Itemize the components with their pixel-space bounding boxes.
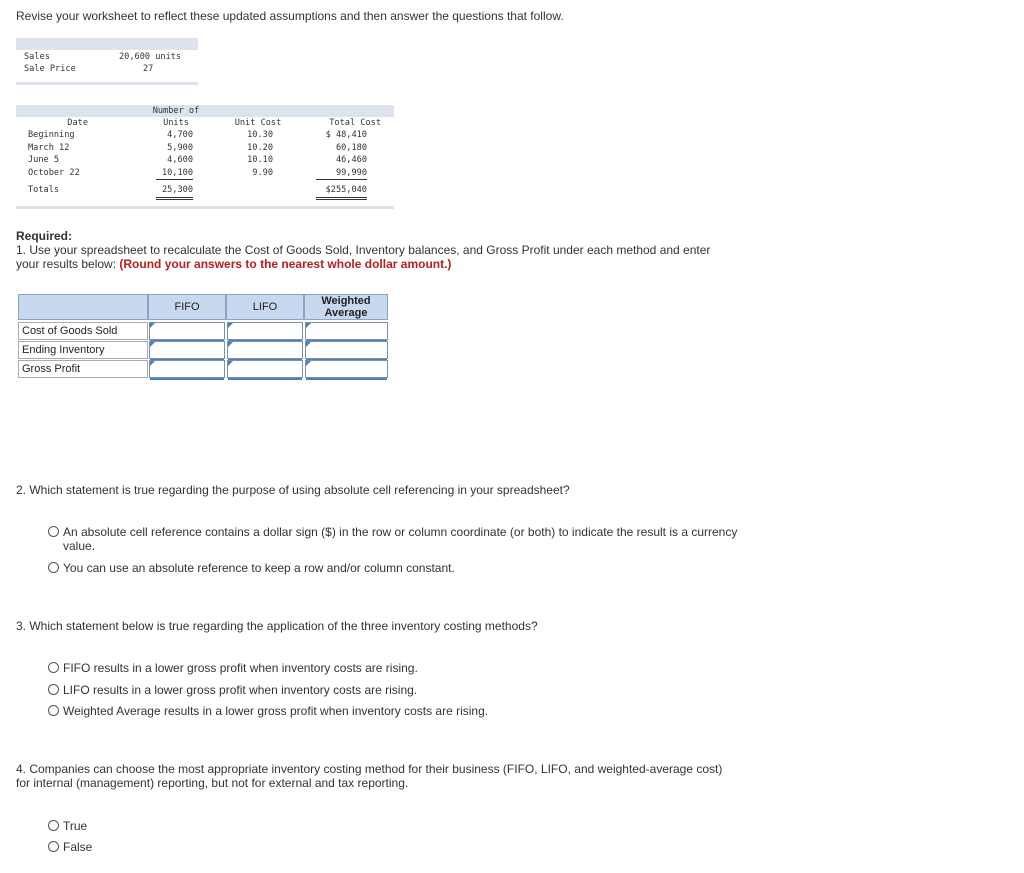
date-header: Date [67,118,88,128]
row-label-gross-profit: Gross Profit [18,360,148,378]
column-header-fifo: FIFO [148,294,226,320]
q4-option-true-label: True [63,819,88,833]
row-units: 4,700 [167,130,193,140]
row-total: 46,460 [335,155,367,165]
totals-cost: $255,040 [325,185,367,195]
gross-profit-fifo-input[interactable] [149,360,225,378]
q1-text-b: your results below: [16,257,117,271]
cogs-fifo-input[interactable] [149,322,225,340]
row-label-ending-inventory: Ending Inventory [18,341,148,359]
row-date: Beginning [28,130,75,140]
q3-option-1[interactable] [48,661,418,675]
gross-profit-lifo-input[interactable] [227,360,303,378]
required-section [16,229,796,271]
radio-button[interactable] [48,841,59,852]
unit-cost-header: Unit Cost [234,118,282,128]
column-header-lifo: LIFO [226,294,304,320]
row-units: 10,100 [161,168,193,178]
required-heading: Required: [16,229,73,243]
q4-text-b: for internal (management) reporting, but not for external and tax reporting. [16,776,409,790]
ending-inventory-weighted-input[interactable] [305,341,388,359]
q3-option-3-label: Weighted Average results in a lower gross profit when inventory costs are rising. [63,704,489,718]
q3-option-2-label: LIFO results in a lower gross profit when inventory costs are rising. [63,683,418,697]
q2-option-2[interactable] [48,561,748,575]
row-total: $ 48,410 [325,130,367,140]
q1-text-a: 1. Use your spreadsheet to recalculate the Cost of Goods Sold, Inventory balances, and Gross Profit under each method and enter [16,243,711,257]
q3-option-1-label: FIFO results in a lower gross profit when inventory costs are rising. [63,661,418,675]
radio-button[interactable] [48,562,59,573]
sales-value: 20,600 units [119,52,182,62]
column-header-weighted-average: Weighted Average [304,294,388,320]
q4-text-a: 4. Companies can choose the most appropriate inventory costing method for their business (FIFO, LIFO, and weighted-average cost) [16,762,723,776]
answer-grid [18,294,390,380]
units-header-line1: Number of [152,106,200,116]
cogs-weighted-input[interactable] [305,322,388,340]
row-units: 5,900 [167,142,193,153]
totals-units: 25,300 [161,185,193,195]
total-cost-header: Total Cost [329,118,381,128]
q3-text: 3. Which statement below is true regarding the application of the three inventory costing methods? [16,619,538,633]
q2-text: 2. Which statement is true regarding the purpose of using absolute cell referencing in your spreadsheet? [16,483,570,497]
q2-option-1-label: An absolute cell reference contains a dollar sign ($) in the row or column coordinate (or both) to indicate the result is a currency value. [63,525,738,553]
totals-label: Totals [28,185,60,195]
q1-rounding-note: (Round your answers to the nearest whole dollar amount.) [119,257,452,271]
row-total: 99,990 [335,168,367,178]
row-label-cogs: Cost of Goods Sold [18,322,148,340]
cogs-lifo-input[interactable] [227,322,303,340]
radio-button[interactable] [48,820,59,831]
radio-button[interactable] [48,705,59,716]
q3-option-2[interactable] [48,683,417,697]
q4-option-false-label: False [63,840,93,854]
q4-option-true[interactable] [48,819,87,833]
ending-inventory-fifo-input[interactable] [149,341,225,359]
row-date: June 5 [28,155,60,165]
q4-option-false[interactable] [48,840,92,854]
ending-inventory-lifo-input[interactable] [227,341,303,359]
sale-price-label: Sale Price [24,64,76,74]
sale-price-value: 27 [143,64,154,74]
intro-text: Revise your worksheet to reflect these updated assumptions and then answer the questions that follow. [16,9,564,23]
row-date: October 22 [28,168,80,178]
radio-button[interactable] [48,684,59,695]
row-unit-cost: 9.90 [252,168,273,178]
row-unit-cost: 10.20 [247,142,273,153]
q3-option-3[interactable] [48,704,488,718]
row-units: 4,600 [167,155,193,165]
purchases-table [16,105,394,209]
gross-profit-weighted-input[interactable] [305,360,388,378]
grid-corner [18,294,148,320]
row-total: 60,180 [335,142,367,153]
assumptions-table [16,38,198,84]
row-unit-cost: 10.10 [247,155,273,165]
units-header-line2: Units [163,118,189,128]
q2-option-2-label: You can use an absolute reference to keep a row and/or column constant. [63,561,455,575]
radio-button[interactable] [48,526,59,537]
radio-button[interactable] [48,662,59,673]
q2-option-1[interactable] [48,525,748,553]
sales-label: Sales [24,52,50,62]
row-unit-cost: 10.30 [247,130,273,140]
row-date: March 12 [28,142,70,153]
q4-text [16,762,816,790]
